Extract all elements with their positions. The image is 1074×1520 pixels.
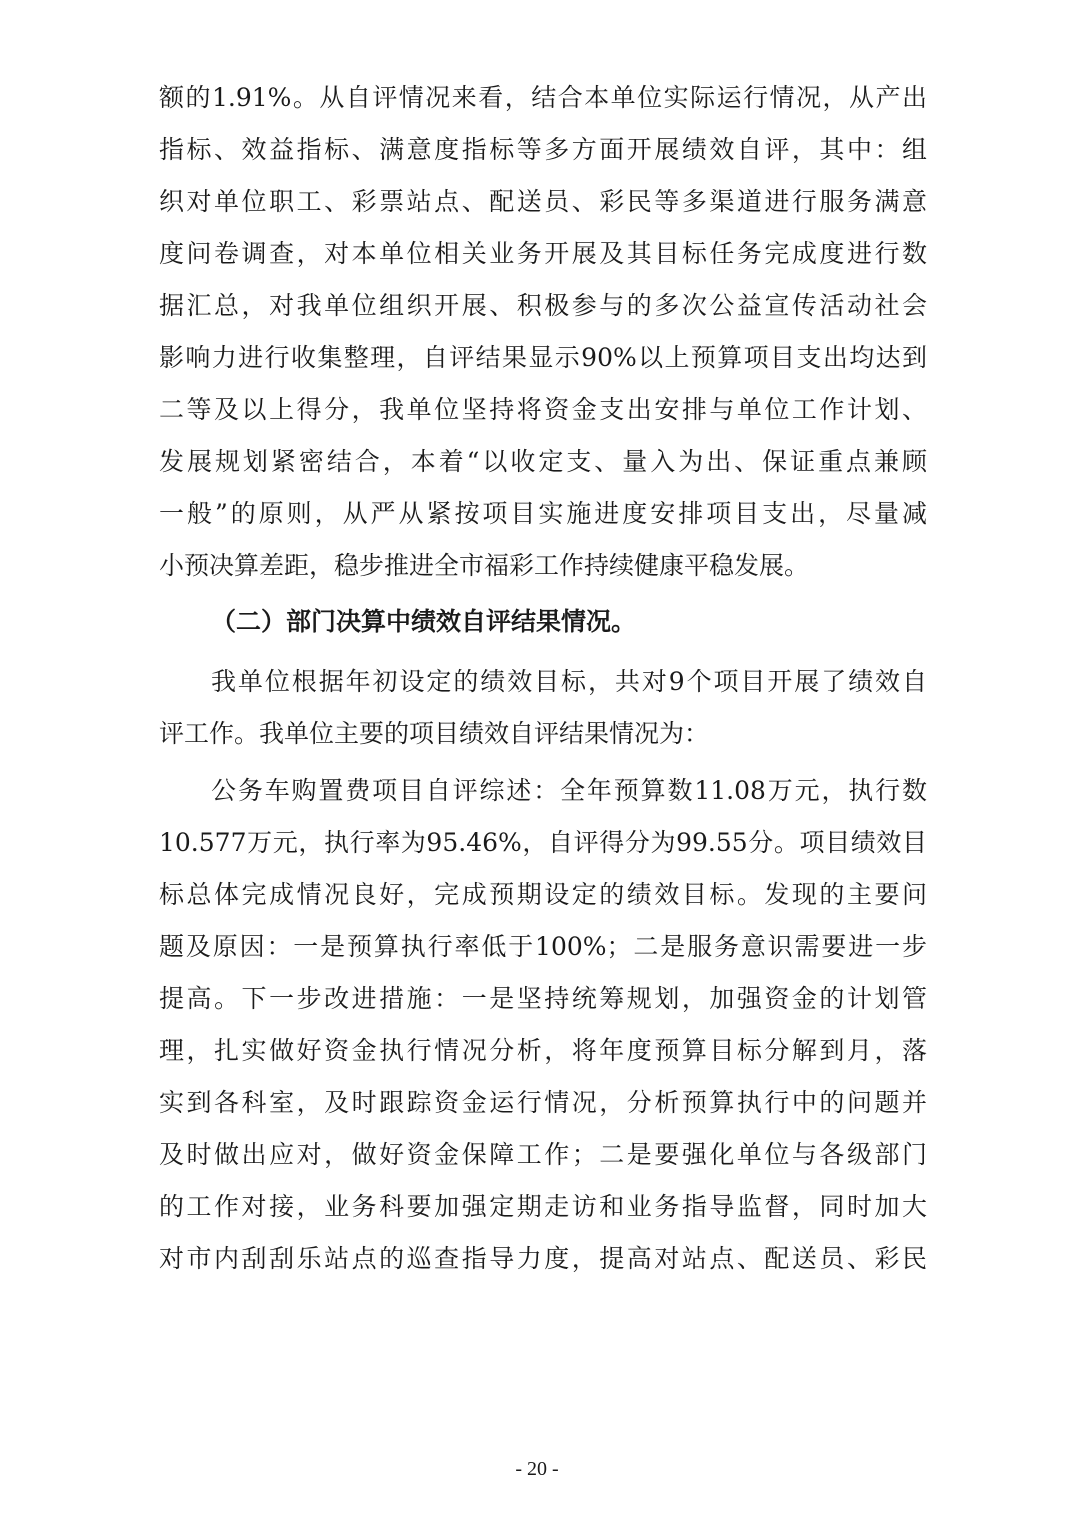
paragraph-line: 对市内刮刮乐站点的巡查指导力度，提高对站点、配送员、彩民 xyxy=(159,1244,927,1273)
paragraph-line: 标总体完成情况良好，完成预期设定的绩效目标。发现的主要问 xyxy=(159,880,927,909)
paragraph-line: 及时做出应对，做好资金保障工作；二是要强化单位与各级部门 xyxy=(159,1140,927,1169)
paragraph-line: 额的1.91%。从自评情况来看，结合本单位实际运行情况，从产出 xyxy=(159,83,927,112)
paragraph-line: 的工作对接，业务科要加强定期走访和业务指导监督，同时加大 xyxy=(159,1192,927,1221)
paragraph-line: 提高。下一步改进措施：一是坚持统筹规划，加强资金的计划管 xyxy=(159,984,927,1013)
paragraph-line: 指标、效益指标、满意度指标等多方面开展绩效自评，其中：组 xyxy=(159,135,927,164)
paragraph-line: 二等及以上得分，我单位坚持将资金支出安排与单位工作计划、 xyxy=(159,395,927,424)
paragraph-line: 一般”的原则，从严从紧按项目实施进度安排项目支出，尽量减 xyxy=(159,499,927,528)
paragraph-line: 理，扎实做好资金执行情况分析，将年度预算目标分解到月，落 xyxy=(159,1036,927,1065)
paragraph-line: 实到各科室，及时跟踪资金运行情况，分析预算执行中的问题并 xyxy=(159,1088,927,1117)
paragraph-line: 评工作。我单位主要的项目绩效自评结果情况为： xyxy=(159,719,710,748)
paragraph-line: 我单位根据年初设定的绩效目标，共对9个项目开展了绩效自 xyxy=(211,667,927,696)
paragraph-line: 公务车购置费项目自评综述：全年预算数11.08万元，执行数 xyxy=(211,776,927,805)
paragraph-line: 题及原因：一是预算执行率低于100%；二是服务意识需要进一步 xyxy=(159,932,927,961)
section-heading: （二）部门决算中绩效自评结果情况。 xyxy=(211,607,637,636)
paragraph-line: 发展规划紧密结合，本着“以收定支、量入为出、保证重点兼顾 xyxy=(159,447,927,476)
paragraph-line: 影响力进行收集整理，自评结果显示90%以上预算项目支出均达到 xyxy=(159,343,927,372)
paragraph-line: 10.577万元，执行率为95.46%，自评得分为99.55分。项目绩效目 xyxy=(159,828,927,857)
page-number: - 20 - xyxy=(515,1458,559,1480)
paragraph-line: 据汇总，对我单位组织开展、积极参与的多次公益宣传活动社会 xyxy=(159,291,927,320)
paragraph-line: 度问卷调查，对本单位相关业务开展及其目标任务完成度进行数 xyxy=(159,239,927,268)
paragraph-line: 小预决算差距，稳步推进全市福彩工作持续健康平稳发展。 xyxy=(159,551,810,580)
paragraph-line: 织对单位职工、彩票站点、配送员、彩民等多渠道进行服务满意 xyxy=(159,187,927,216)
